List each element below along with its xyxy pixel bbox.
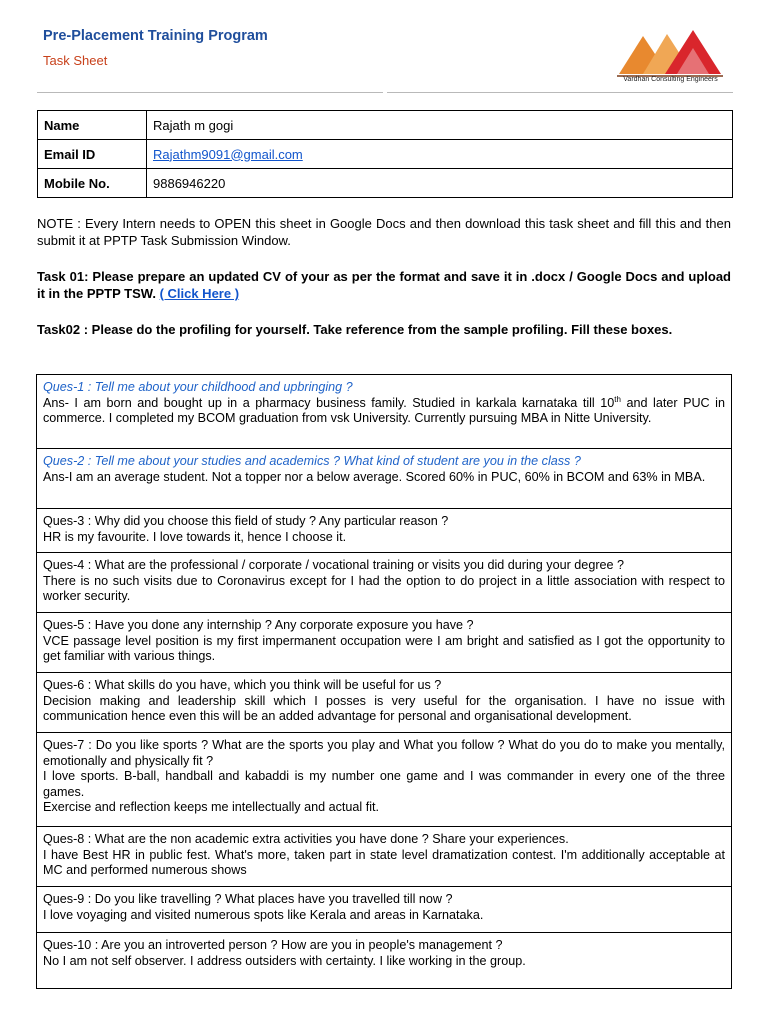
task1-click-here-link[interactable]: ( Click Here )	[159, 286, 240, 301]
answer-4[interactable]: There is no such visits due to Coronavirus except for I had the option to do project in a little association with respect to worker security.	[43, 573, 725, 603]
task1-paragraph	[37, 268, 731, 302]
answer-1[interactable]	[43, 396, 725, 427]
header-divider-right	[387, 92, 733, 93]
name-label: Name	[38, 111, 147, 140]
answer-1-text: Ans- I am born and bought up in a pharmacy business family. Studied in karkala karnataka till 10	[43, 395, 615, 410]
intern-info-table	[37, 110, 733, 198]
answer-8[interactable]: I have Best HR in public fest. What's more, taken part in state level dramatization contest. I'm additionally acceptable at MC and performed numerous shows	[43, 847, 725, 877]
mobile-value: 9886946220	[147, 169, 733, 198]
answer-3[interactable]: HR is my favourite. I love towards it, hence I choose it.	[43, 529, 347, 544]
question-7: Ques-7 : Do you like sports ? What are the sports you play and What you follow ? What do you do to make you mentally, emotionally and physically fit ?	[43, 738, 725, 768]
question-4: Ques-4 : What are the professional / corporate / vocational training or visits you did during your degree ?	[43, 558, 625, 572]
qa-row-5	[37, 613, 731, 673]
question-9: Ques-9 : Do you like travelling ? What places have you travelled till now ?	[43, 892, 453, 906]
answer-7[interactable]: I love sports. B-ball, handball and kabaddi is my number one game and I was commander in every one of the three games.	[43, 769, 725, 799]
question-10: Ques-10 : Are you an introverted person ? How are you in people's management ?	[43, 938, 503, 952]
qa-row-2	[37, 449, 731, 509]
document-subtitle: Task Sheet	[43, 53, 108, 68]
header-divider-left	[37, 92, 383, 93]
email-link[interactable]: Rajathm9091@gmail.com	[153, 146, 303, 162]
name-value: Rajath m gogi	[147, 111, 733, 140]
email-label: Email ID	[38, 140, 147, 169]
qa-row-9	[37, 887, 731, 933]
question-2: Ques-2 : Tell me about your studies and academics ? What kind of student are you in the class ?	[43, 454, 581, 468]
question-5: Ques-5 : Have you done any internship ? Any corporate exposure you have ?	[43, 618, 474, 632]
answer-1-text-cont: and later PUC in commerce. I completed my BCOM graduation from vsk University. Currently pursuing MBA in Nitte University.	[43, 395, 725, 425]
note-paragraph: NOTE : Every Intern needs to OPEN this sheet in Google Docs and then download this task sheet and fill this and then submit it at PPTP Task Submission Window.	[37, 216, 731, 248]
qa-row-8	[37, 827, 731, 887]
email-cell	[147, 140, 733, 169]
answer-7-extra[interactable]: Exercise and reflection keeps me intellectually and actual fit.	[43, 800, 380, 814]
qa-row-7	[37, 733, 731, 827]
email-row	[38, 140, 733, 169]
qa-row-1	[37, 375, 731, 449]
task1-text: Task 01: Please prepare an updated CV of your as per the format and save it in .docx / Google Docs and upload it in the PPTP TSW.	[37, 269, 731, 301]
qa-row-3	[37, 509, 731, 553]
answer-2[interactable]: Ans-I am an average student. Not a topper nor a below average. Scored 60% in PUC, 60% in BCOM and 63% in MBA.	[43, 469, 706, 484]
answer-1-ordinal: th	[614, 394, 621, 404]
answer-6[interactable]: Decision making and leadership skill which I posses is very useful for the organisation. I have no issue with communication hence even this will be an added advantage for personal and organisational development.	[43, 693, 725, 723]
qa-row-10	[37, 933, 731, 988]
task2-paragraph: Task02 : Please do the profiling for yourself. Take reference from the sample profiling. Fill these boxes.	[37, 322, 673, 337]
name-row	[38, 111, 733, 140]
question-3: Ques-3 : Why did you choose this field of study ? Any particular reason ?	[43, 514, 449, 528]
program-title: Pre-Placement Training Program	[43, 28, 268, 44]
question-1: Ques-1 : Tell me about your childhood and upbringing ?	[43, 380, 353, 394]
qa-row-6	[37, 673, 731, 733]
mobile-label: Mobile No.	[38, 169, 147, 198]
answer-10[interactable]: No I am not self observer. I address outsiders with certainty. I like working in the group.	[43, 953, 526, 968]
question-6: Ques-6 : What skills do you have, which you think will be useful for us ?	[43, 678, 442, 692]
question-8: Ques-8 : What are the non academic extra activities you have done ? Share your experiences.	[43, 832, 569, 846]
answer-5[interactable]: VCE passage level position is my first impermanent occupation were I am bright and satisfied as I got the opportunity to get familiar with various things.	[43, 633, 725, 663]
qa-row-4	[37, 553, 731, 613]
answer-9[interactable]: I love voyaging and visited numerous spots like Kerala and areas in Karnataka.	[43, 907, 484, 922]
mobile-row	[38, 169, 733, 198]
logo-company-name: Vardhan Consulting Engineers	[623, 76, 718, 83]
profiling-box	[36, 374, 732, 989]
